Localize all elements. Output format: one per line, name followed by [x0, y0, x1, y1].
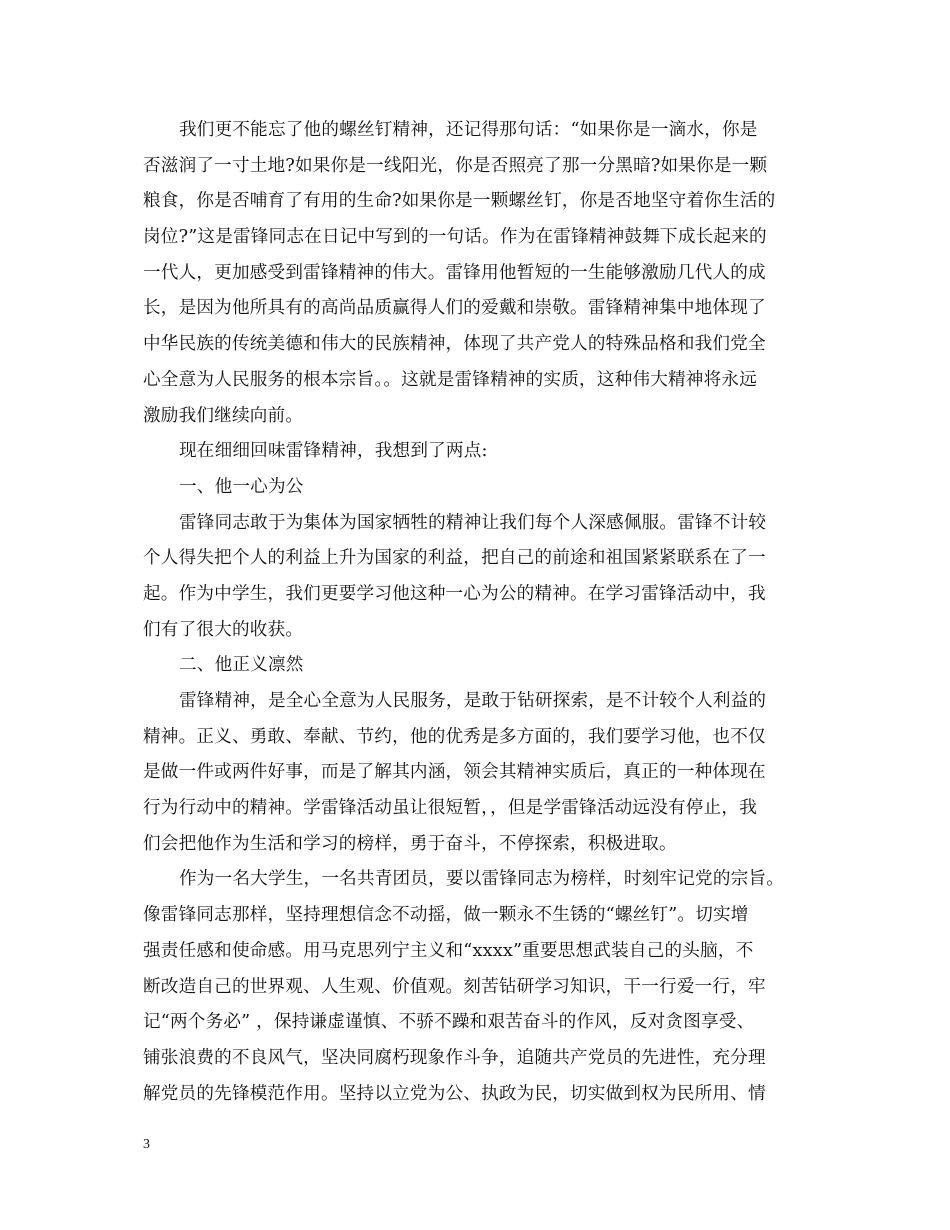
text-line: 行为行动中的精神。学雷锋活动虽让很短暂，，但是学雷锋活动远没有停止，我 [143, 798, 757, 819]
text-line: 否滋润了一寸土地?如果你是一线阳光，你是否照亮了那一分黑暗?如果你是一颗 [143, 155, 768, 176]
document-body [143, 113, 825, 1112]
text-line: 精神。正义、勇敢、奉献、节约，他的优秀是多方面的，我们要学习他，也不仅 [143, 726, 766, 747]
text-line: 岗位?”这是雷锋同志在日记中写到的一句话。作为在雷锋精神鼓舞下成长起来的 [143, 227, 767, 248]
text-line: 是做一件或两件好事，而是了解其内涵，领会其精神实质后，真正的一种体现在 [143, 762, 766, 783]
heading-text: 一、他一心为公 [179, 476, 304, 497]
paragraph-student-role-model [143, 862, 825, 1112]
heading-text: 二、他正义凛然 [179, 655, 304, 676]
text-line: 强责任感和使命感。用马克思列宁主义和“xxxx”重要思想武装自己的头脑，不 [143, 940, 754, 961]
text-line: 们会把他作为生活和学习的榜样，勇于奋斗，不停探索，积极进取。 [143, 833, 677, 854]
text-line: 现在细细回味雷锋精神，我想到了两点: [179, 441, 488, 462]
page-number: 3 [143, 1137, 150, 1152]
text-line: 心全意为人民服务的根本宗旨。。这就是雷锋精神的实质，这种伟大精神将永远 [143, 369, 757, 390]
text-line: 个人得失把个人的利益上升为国家的利益，把自己的前途和祖国紧紧联系在了一 [143, 548, 766, 569]
paragraph-lei-feng-screw-spirit [143, 113, 825, 434]
text-line: 起。作为中学生，我们更要学习他这种一心为公的精神。在学习雷锋活动中，我 [143, 583, 766, 604]
text-line: 铺张浪费的不良风气，坚决同腐朽现象作斗争，追随共产党员的先进性，充分理 [143, 1047, 766, 1068]
text-line: 解党员的先锋模范作用。坚持以立党为公、执政为民，切实做到权为民所用、情 [143, 1083, 766, 1104]
section-heading-one [143, 470, 825, 506]
text-line: 雷锋精神，是全心全意为人民服务，是敢于钻研探索，是不计较个人利益的 [179, 691, 767, 711]
text-line: 像雷锋同志那样，坚持理想信念不动摇，做一颗永不生锈的“螺丝钉”。切实增 [143, 905, 749, 926]
text-line: 雷锋同志敢于为集体为国家牺牲的精神让我们每个人深感佩服。雷锋不计较 [179, 512, 767, 533]
paragraph-selfless-devotion [143, 506, 825, 649]
text-line: 中华民族的传统美德和伟大的民族精神，体现了共产党人的特殊品格和我们党全 [143, 334, 766, 355]
text-line: 粮食，你是否哺育了有用的生命?如果你是一颗螺丝钉，你是否地坚守着你生活的 [143, 191, 776, 212]
text-line: 我们更不能忘了他的螺丝钉精神，还记得那句话：“如果你是一滴水，你是 [179, 120, 758, 140]
paragraph-two-points-intro [143, 434, 825, 470]
text-line: 作为一名大学生，一名共青团员，要以雷锋同志为榜样，时刻牢记党的宗旨。 [179, 869, 784, 890]
text-line: 们有了很大的收获。 [143, 619, 304, 640]
text-line: 断改造自己的世界观、人生观、价值观。刻苦钻研学习知识，干一行爱一行，牢 [143, 976, 766, 997]
paragraph-righteousness [143, 684, 825, 862]
text-line: 激励我们继续向前。 [143, 405, 304, 426]
text-line: 一代人，更加感受到雷锋精神的伟大。雷锋用他暂短的一生能够激励几代人的成 [143, 262, 766, 283]
text-line: 记“两个务必” ，保持谦虚谨慎、不骄不躁和艰苦奋斗的作风，反对贪图享受、 [143, 1012, 755, 1033]
text-line: 长，是因为他所具有的高尚品质赢得人们的爱戴和崇敬。雷锋精神集中地体现了 [143, 298, 766, 319]
section-heading-two [143, 648, 825, 684]
